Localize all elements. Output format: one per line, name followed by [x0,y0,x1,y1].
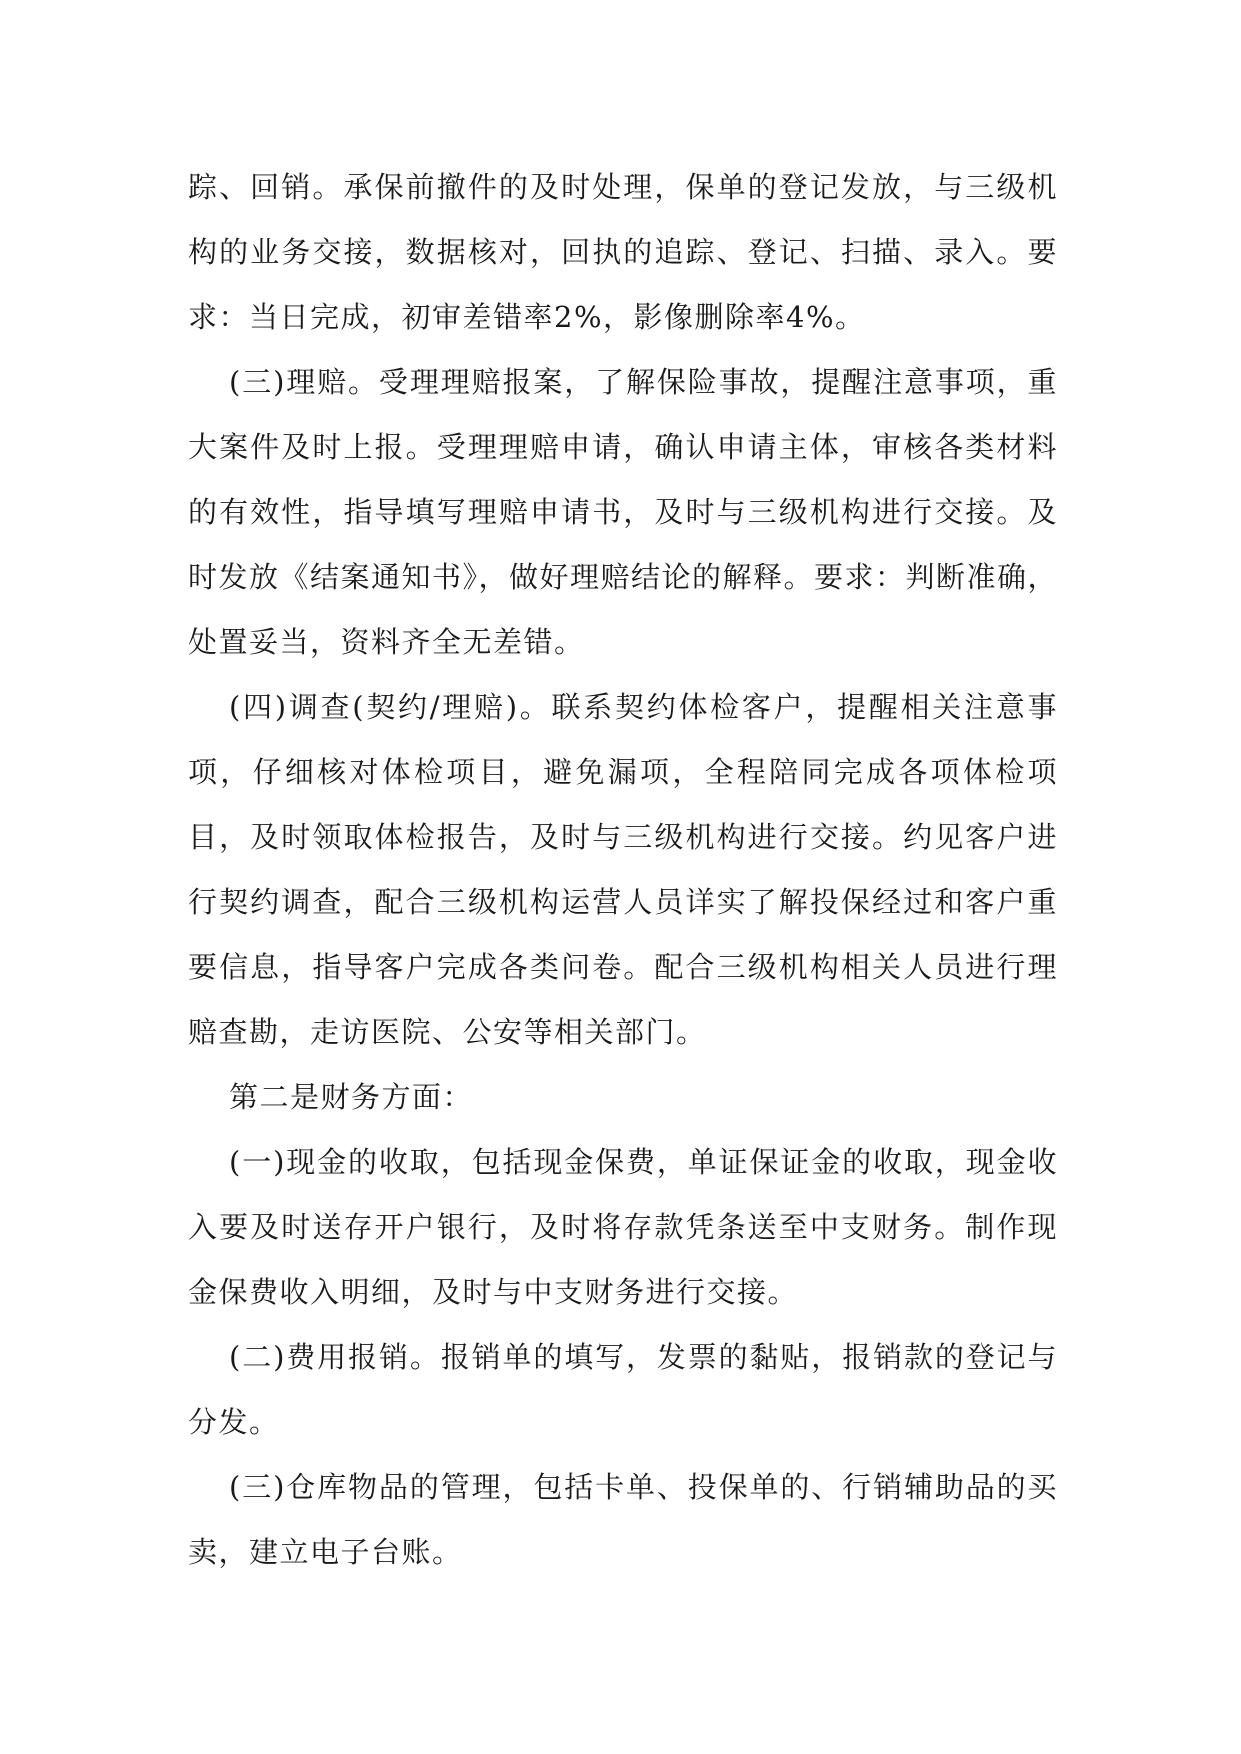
section-heading-finance: 第二是财务方面： [229,1080,474,1114]
paragraph-warehouse-management: (三)仓库物品的管理，包括卡单、投保单的、行销辅助品的买卖，建立电子台账。 [188,1470,1058,1569]
paragraph-investigation: (四)调查(契约/理赔)。联系契约体检客户，提醒相关注意事项，仔细核对体检项目，避免漏项，全程陪同完成各项体检项目，及时领取体检报告，及时与三级机构进行交接。约见客户进行契约调查，配合三级机构运营人员详实了解投保经过和客户重要信息，指导客户完成各类问卷。配合三级机构相关人员进行理赔查勘，走访医院、公安等相关部门。 [188,690,1058,1049]
paragraph-cash-collection: (一)现金的收取，包括现金保费，单证保证金的收取，现金收入要及时送存开户银行，及时将存款凭条送至中支财务。制作现金保费收入明细，及时与中支财务进行交接。 [188,1145,1058,1309]
document-body [188,155,1058,1585]
paragraph-claims: (三)理赔。受理理赔报案，了解保险事故，提醒注意事项，重大案件及时上报。受理理赔申请，确认申请主体，审核各类材料的有效性，指导填写理赔申请书，及时与三级机构进行交接。及时发放《结案通知书》，做好理赔结论的解释。要求：判断准确，处置妥当，资料齐全无差错。 [188,365,1059,659]
paragraph-expense-reimbursement: (二)费用报销。报销单的填写，发票的黏贴，报销款的登记与分发。 [188,1340,1058,1439]
paragraph-continuation: 踪、回销。承保前撤件的及时处理，保单的登记发放，与三级机构的业务交接，数据核对，回执的追踪、登记、扫描、录入。要求：当日完成，初审差错率2%，影像删除率4%。 [188,170,1058,334]
